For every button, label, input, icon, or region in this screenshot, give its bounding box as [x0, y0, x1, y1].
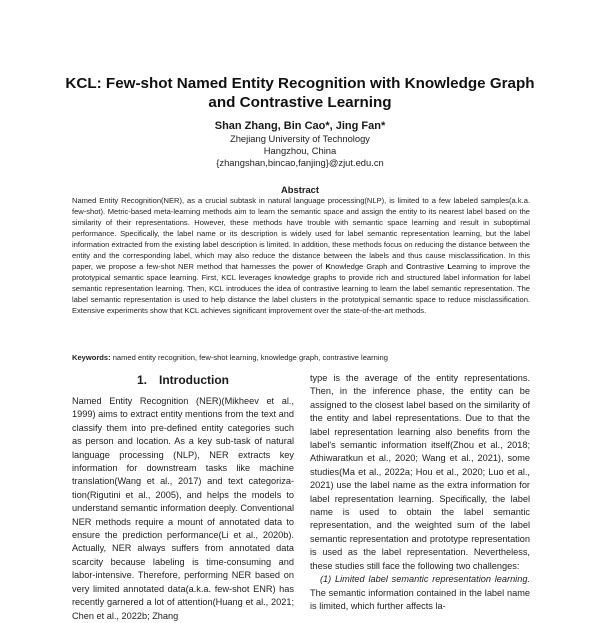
challenge-1-text: The semantic information contained in the label name is limited, which further affects la- — [310, 587, 530, 611]
author-affiliation — [60, 133, 540, 169]
challenge-1-label: (1) Limited label semantic representation learning. — [320, 574, 530, 585]
abstract-text-4: earning to improve the prototypical semantic space learning. First, KCL leverages knowledge graphs to provide rich and structured label information for label semantic representation learning. Then, KCL introduces the idea of contrastive learning to learn the label semantic representation. The label semantic representation is used to help distance the label clusters in the prototypical semantic space to reduce misclassification. Extensive experiments show that KCL achieves significant improvement over the state-of-the-art methods. — [72, 262, 531, 315]
intro-paragraph-2: type is the average of the entity representations. Then, in the inference phase, the entity can be assigned to the closest label based on the similarity of the entity and label representations. Due to that the label representation learning also benefits from the label's semantic information itself(Zhou et al., 2018; Athiwaratkun et al., 2020; Wang et al., 2021), some studies(Ma et al., 2022a; Hou et al., 2020; Luo et al., 2021) use the label name as the extra information for label representation learning. Specifically, the label name is used to obtain the label semantic representation, and the weighted sum of the label semantic representation and prototype representation is used as the label representation. Nevertheless, these studies still face the following two challenges: — [310, 373, 530, 571]
abstract-heading: Abstract — [280, 184, 320, 195]
abstract-c-letter: C — [406, 262, 412, 271]
intro-paragraph-1: Named Entity Recognition (NER)(Mikheev et al., 1999) aims to extract entity mentions from the text and classify them into pre-defined entity categories such as person and location. As a key sub-task of natural language processing (NLP), NER extracts key information for downstream tasks like machine translation(Wang et al., 2017) and text categorization(Rigutini et al., 2005), and helps the models to understand semantic information deeply. Conventional NER methods require a mount of annotated data to ensure the prediction performance(Li et al., 2020b). Actually, NER always suffers from annotated data scarcity because labeling is time-consuming and labor-intensive. Therefore, performing NER based on very limited annotated data(a.k.a. few-shot ENR) has recently garnered a lot of attention(Huang et al., 2021; Chen et al., 2022b; Zhang — [72, 396, 294, 621]
abstract-text-2: nowledge Graph and — [330, 262, 407, 271]
challenge-1-paragraph — [310, 573, 530, 613]
left-column — [72, 395, 294, 623]
paper-authors: Shan Zhang, Bin Cao*, Jing Fan* — [214, 120, 386, 132]
keywords-label: Keywords: — [72, 353, 111, 362]
abstract-text-1: Named Entity Recognition(NER), as a crucial subtask in natural language processing(NLP), is limited to a few labeled samples(a.k.a. few-shot). Metric-based meta-learning methods aim to learn the semantic space and assign the entity to its nearest label based on the similarity of their representations. However, these methods have trouble with semantic space learning and result in suboptimal performance. Specifically, the label name or its description is widely used for label semantic representation learning, but the label information extracted from the existing label description is limited. In addition, these methods focus on reducing the distance between the entity and the corresponding label, which may also reduce the distance between the labels and thus cause misclassification. In this paper, we propose a few-shot NER method that harnesses the power of — [72, 196, 530, 271]
abstract-text-3: ontrastive — [411, 262, 448, 271]
affiliation-location: Hangzhou, China — [263, 145, 337, 156]
affiliation-emails: {zhangshan,bincao,fanjing}@zjut.edu.cn — [216, 157, 384, 168]
section-number: 1. — [137, 373, 148, 387]
paper-title: KCL: Few-shot Named Entity Recognition with Knowledge Graph and Contrastive Learning — [65, 75, 535, 111]
keywords-text: named entity recognition, few-shot learning, knowledge graph, contrastive learning — [112, 353, 388, 362]
section-title: Introduction — [159, 373, 229, 387]
keywords — [72, 352, 530, 363]
right-column — [310, 372, 530, 613]
abstract-l-letter: L — [447, 262, 452, 271]
section-heading-introduction — [72, 373, 294, 387]
abstract-k-letter: K — [325, 262, 331, 271]
abstract-body — [72, 195, 530, 316]
affiliation-institution: Zhejiang University of Technology — [229, 133, 370, 144]
